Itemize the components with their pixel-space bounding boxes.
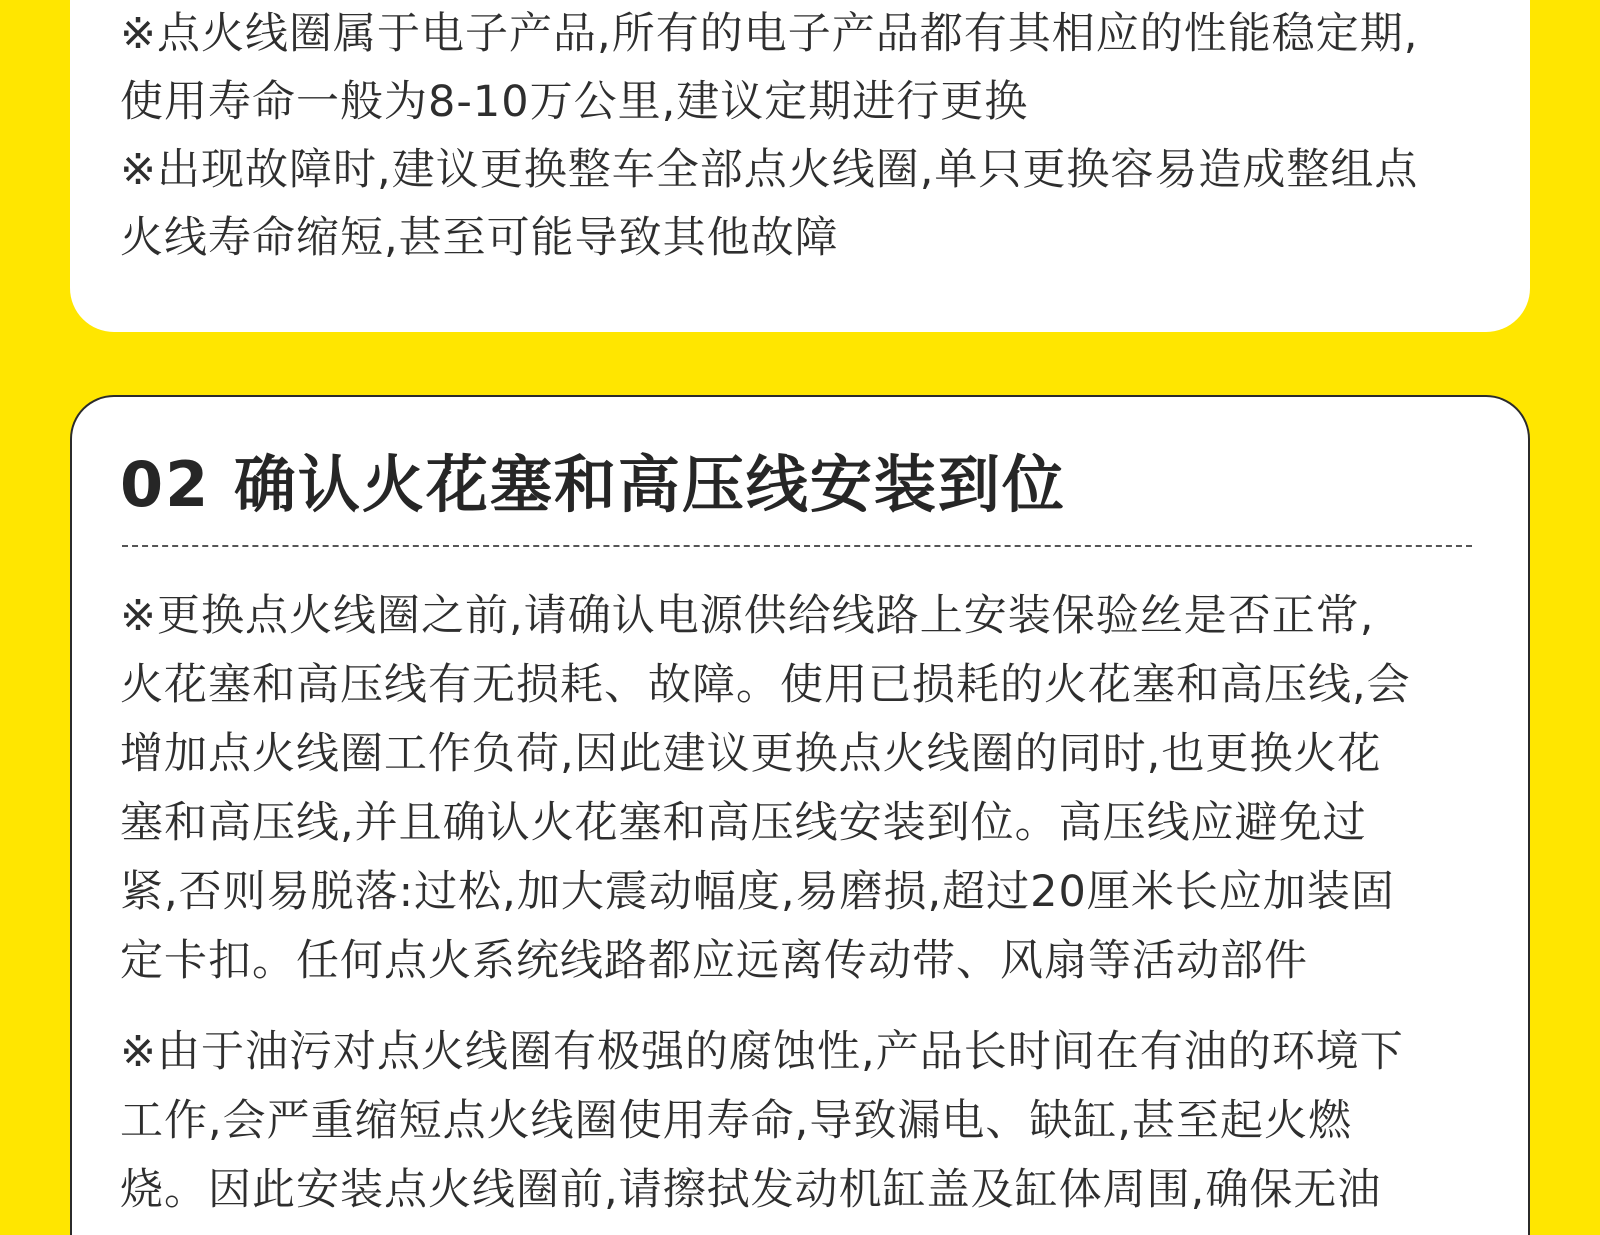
note-paragraph-oil-corrosion: ※由于油污对点火线圈有极强的腐蚀性,产品长时间在有油的环境下 工作,会严重缩短点火线圈使用寿命,导致漏电、缺缸,甚至起火燃 烧。因此安装点火线圈前,请擦拭发动机缸盖及缸体周围,确保无油 (120, 1027, 1404, 1215)
section-title: 02 确认火花塞和高压线安装到位 (120, 448, 1066, 521)
note-paragraph-spark-plug-check: ※更换点火线圈之前,请确认电源供给线路上安装保验丝是否正常, 火花塞和高压线有无损耗、故障。使用已损耗的火花塞和高压线,会 增加点火线圈工作负荷,因此建议更换点火线圈的同时,也更换火花 塞和高压线,并且确认火花塞和高压线安装到位。高压线应避免过 紧,否则易脱落:过松,加大震动幅度,易磨损,超过20厘米长应加装固 定卡扣。任何点火系统线路都应远离传动带、风扇等活动部件 (120, 591, 1411, 986)
note-paragraph-replace-all: ※出现故障时,建议更换整车全部点火线圈,单只更换容易造成整组点 火线寿命缩短,甚至可能导致其他故障 (120, 145, 1419, 263)
dashed-divider (122, 545, 1472, 547)
note-paragraph-service-life: ※点火线圈属于电子产品,所有的电子产品都有其相应的性能稳定期, 使用寿命一般为8-10万公里,建议定期进行更换 (120, 9, 1419, 127)
